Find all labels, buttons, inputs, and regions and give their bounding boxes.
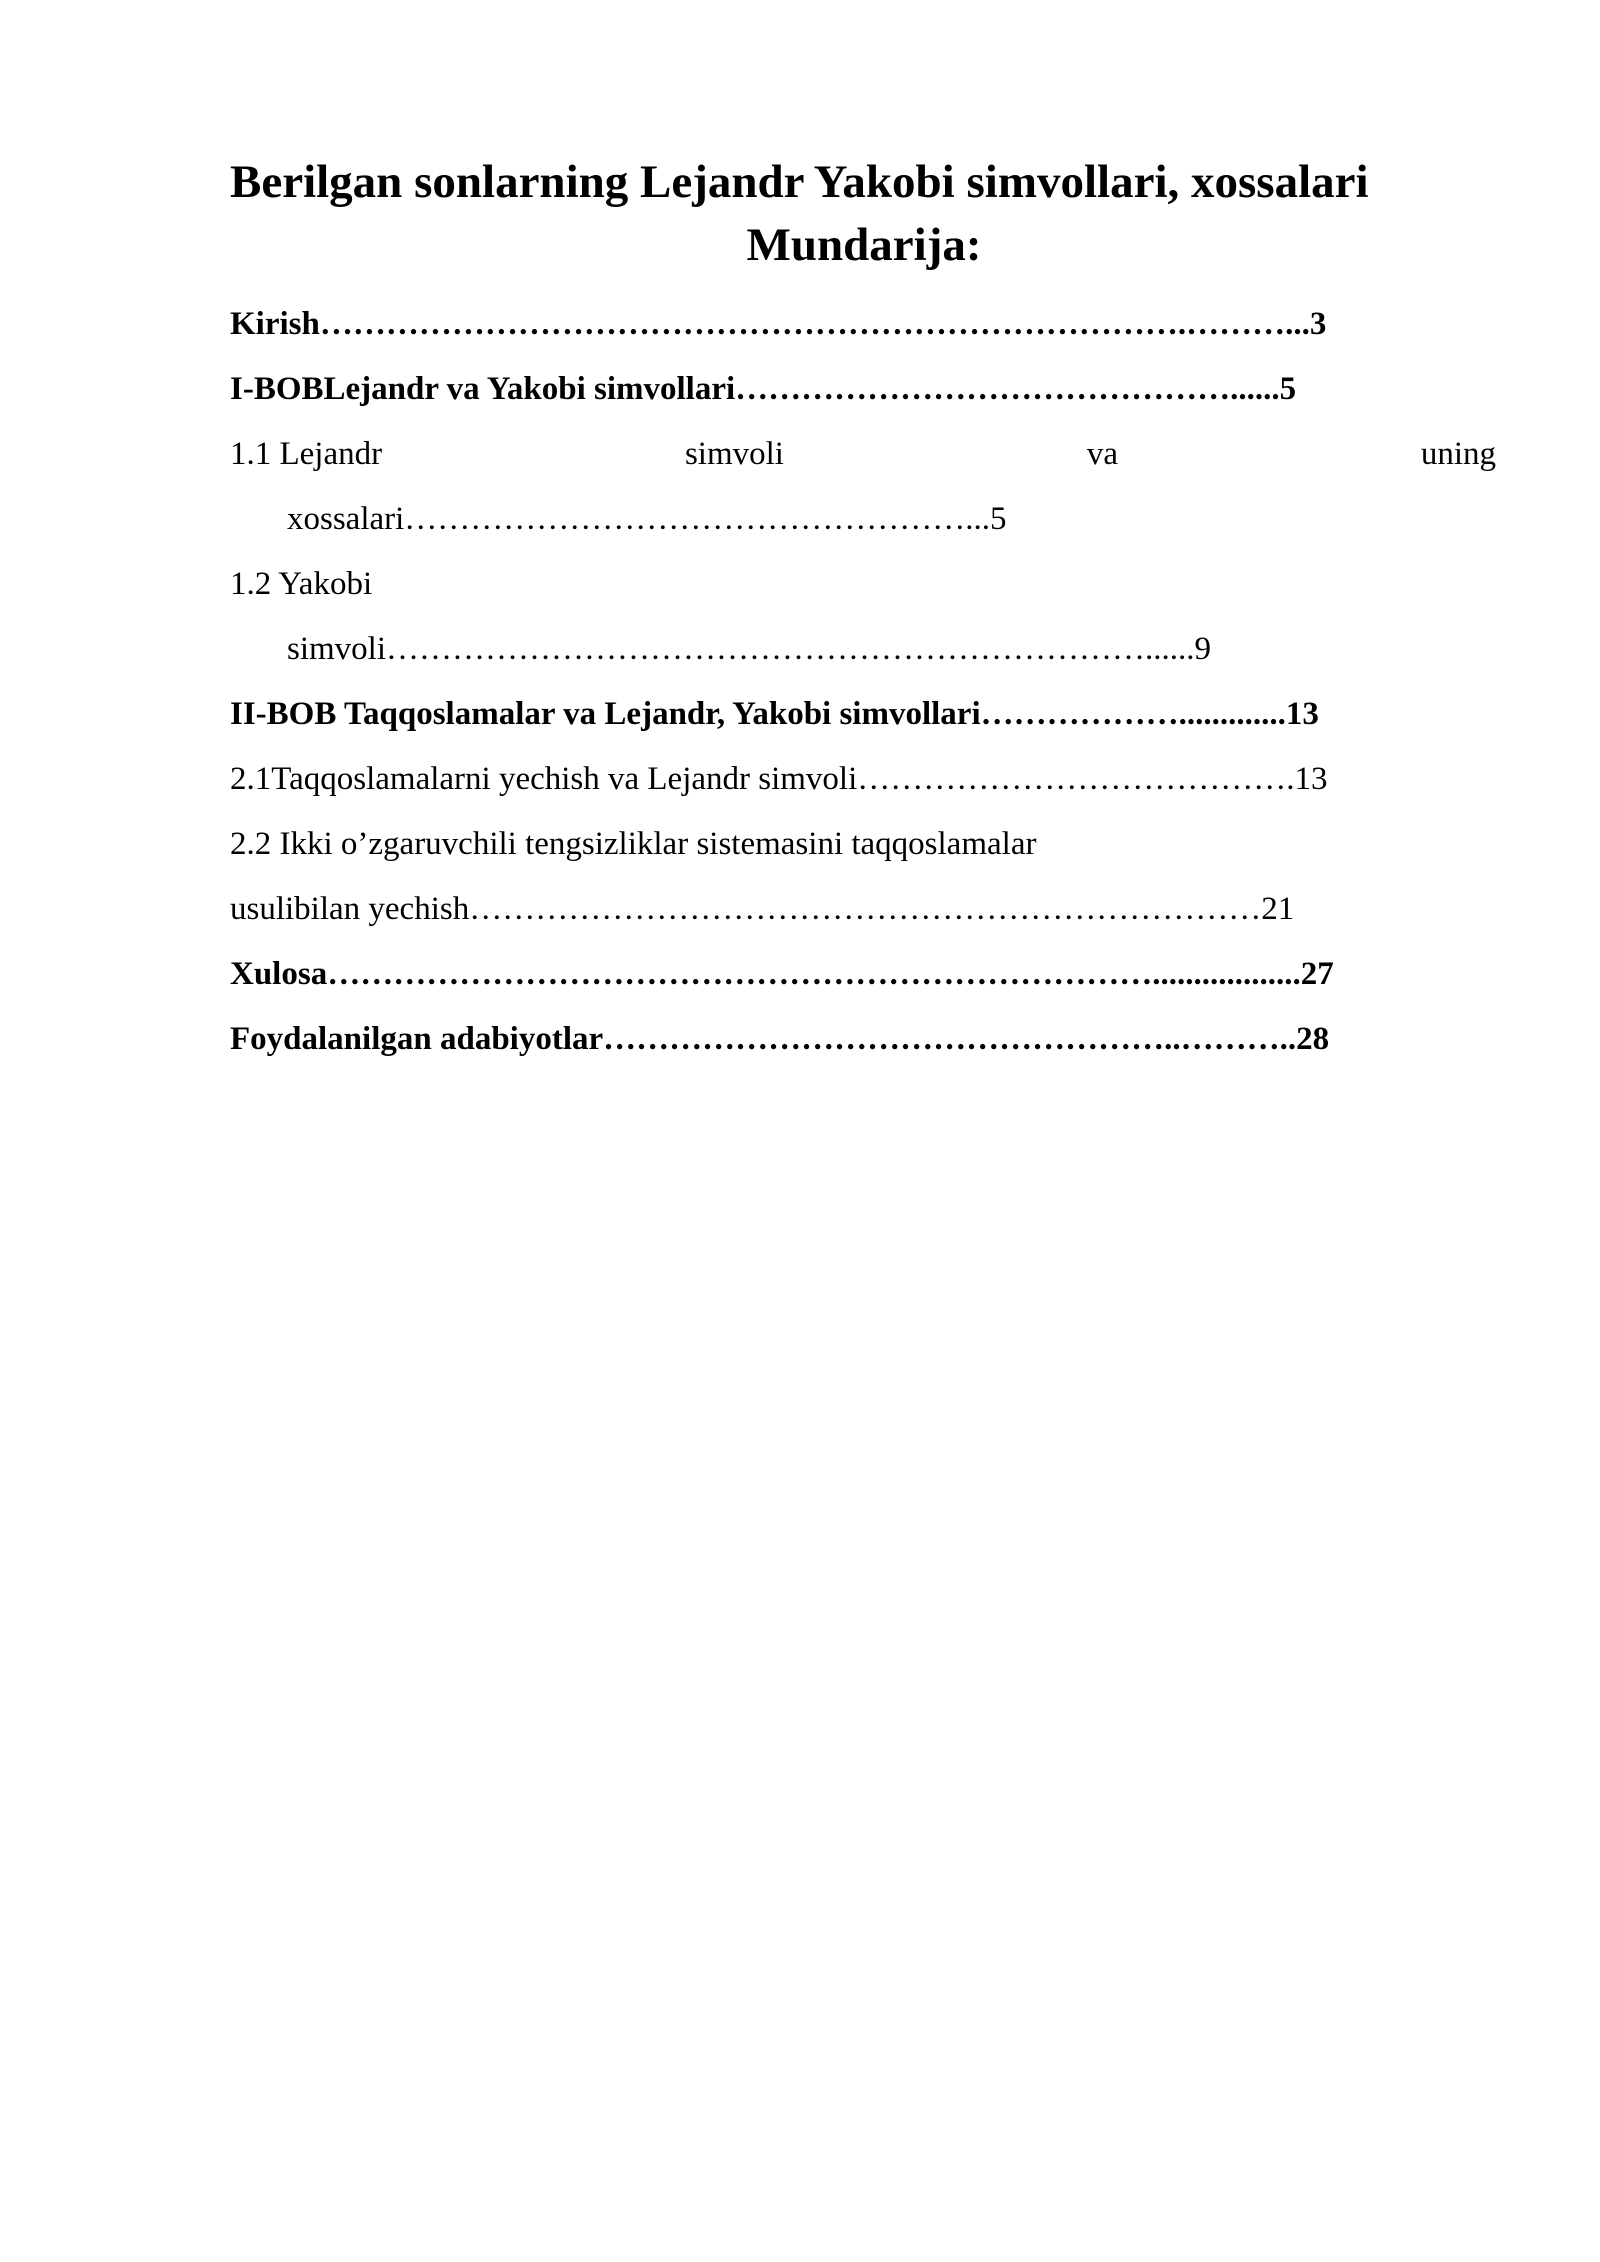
toc-entry-bob1: I-BOBLejandr va Yakobi simvollari………………………………………......5: [230, 371, 1297, 407]
toc-word: 1.1 Lejandr: [230, 436, 383, 472]
toc-entry-1-1-line2: xossalari……………………………………………...5: [287, 501, 1007, 537]
document-title: Berilgan sonlarning Lejandr Yakobi simvollari, xossalari: [230, 156, 1369, 208]
toc-entry-2-2-line1: 2.2 Ikki o’zgaruvchili tengsizliklar sistemasini taqqoslamalar: [230, 826, 1037, 862]
toc-heading: Mundarija:: [746, 219, 982, 271]
toc-entry-adabiyotlar: Foydalanilgan adabiyotlar……………………………………………..………..28: [230, 1021, 1330, 1057]
toc-word: va: [1086, 436, 1118, 472]
toc-entry-1-1-line1: [230, 432, 1496, 476]
toc-entry-2-2-line2: usulibilan yechish………………………………………………………………21: [230, 891, 1295, 927]
toc-entry-1-2-line1: 1.2 Yakobi: [230, 566, 373, 602]
toc-entry-1-2-line2: simvoli……………………………………………………………......9: [287, 631, 1212, 667]
toc-entry-bob2: II-BOB Taqqoslamalar va Lejandr, Yakobi simvollari……………….............13: [230, 696, 1319, 732]
toc-entry-kirish: Kirish…………………………………………………………………….………...3: [230, 306, 1327, 342]
toc-entry-2-1: 2.1Taqqoslamalarni yechish va Lejandr simvoli………………………………….13: [230, 761, 1328, 797]
toc-word: simvoli: [684, 436, 784, 472]
toc-entry-xulosa: Xulosa…………………………………………………………………..................27: [230, 956, 1334, 992]
toc-word: uning: [1420, 436, 1496, 472]
